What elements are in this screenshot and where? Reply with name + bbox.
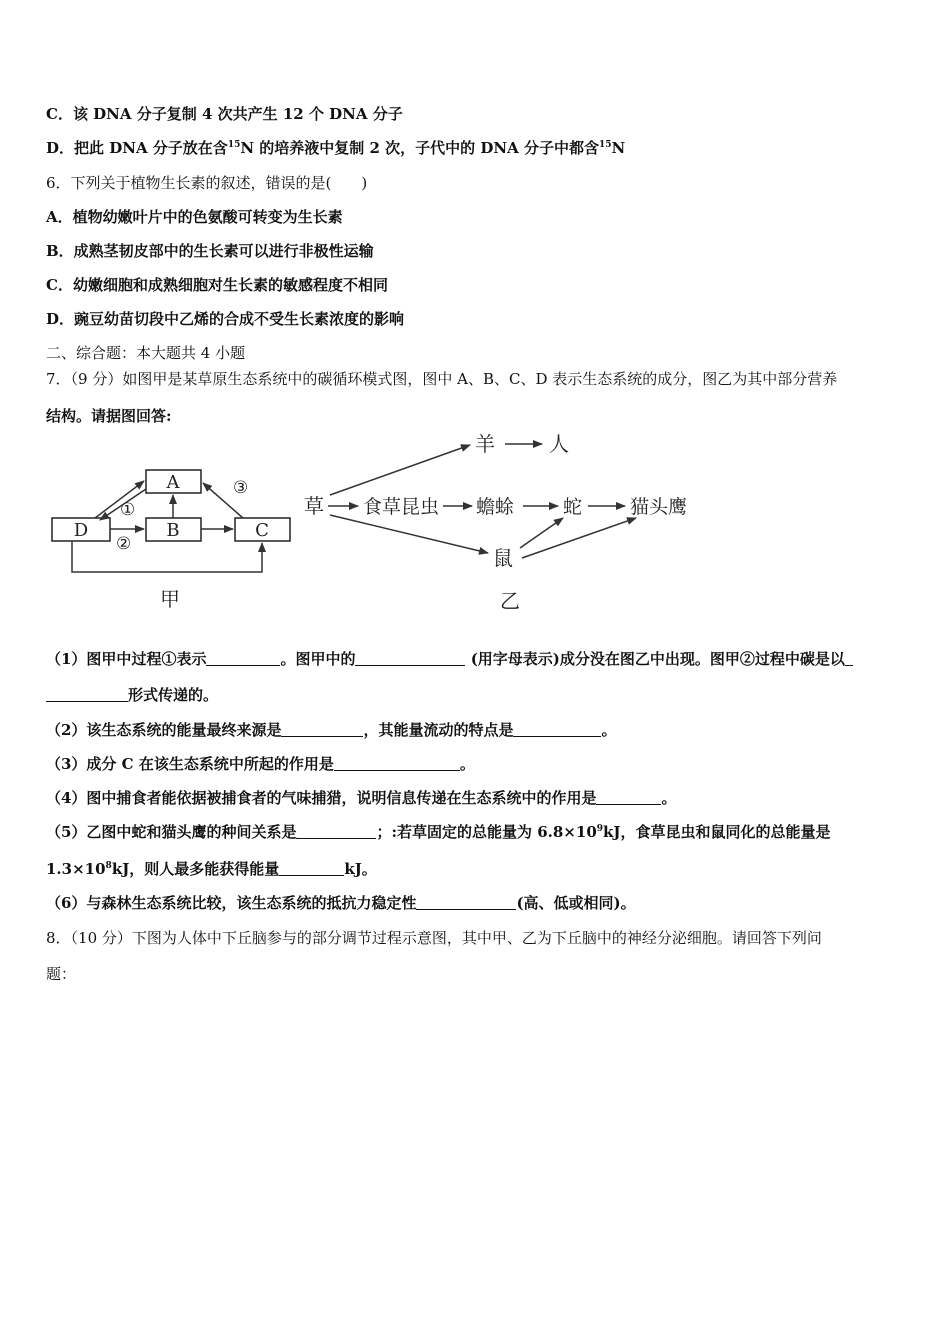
q6-option-b: B．成熟茎韧皮部中的生长素可以进行非极性运输 <box>46 242 374 260</box>
caption-yi: 乙 <box>500 589 520 613</box>
q5-option-d: D．把此 DNA 分子放在含$^{15}$N 的培养液中复制 2 次，子代中的 DNA 分子中都含$^{15}$N <box>46 139 626 157</box>
blank-10[interactable] <box>416 895 516 910</box>
q6-option-a: A．植物幼嫩叶片中的色氨酸可转变为生长素 <box>46 208 343 226</box>
q7-stem-line2: 结构。请据图回答: <box>46 407 172 425</box>
q7-part5-line1: （5）乙图中蛇和猫头鹰的种间关系是 ；:若草固定的总能量为 $6.8\times 10^9kJ$，食草昆虫和鼠同化的总能量是 <box>46 823 831 841</box>
arrow-mouse-owl <box>522 518 636 558</box>
blank-8[interactable] <box>296 824 376 839</box>
blank-3[interactable] <box>46 687 128 702</box>
figure-yi <box>304 432 687 613</box>
q7-stem-line1: 7．（9 分）如图甲是某草原生态系统中的碳循环模式图，图中 A、B、C、D 表示生态系统的成分，图乙为其中部分营养 <box>46 370 838 388</box>
caption-jia: 甲 <box>160 587 180 611</box>
node-human: 人 <box>549 432 569 456</box>
q6-option-d: D．豌豆幼苗切段中乙烯的合成不受生长素浓度的影响 <box>46 310 405 328</box>
node-insect: 食草昆虫 <box>363 496 440 518</box>
arrow-mouse-snake <box>520 518 563 548</box>
blank-3a[interactable] <box>845 651 853 666</box>
node-mouse: 鼠 <box>493 546 513 570</box>
mark-2: ② <box>116 534 132 554</box>
q7-part4: （4）图中捕食者能依据被捕食者的气味捕猎，说明信息传递在生态系统中的作用是 。 <box>46 789 677 807</box>
q8-stem-line2: 题： <box>46 965 77 983</box>
q7-part1-line1: （1）图甲中过程①表示 。图甲中的 (用字母表示)成分没在图乙中出现。图甲②过程中碳是以 <box>46 648 853 669</box>
mark-3: ③ <box>233 478 249 498</box>
q8-stem-line1: 8．（10 分）下图为人体中下丘脑参与的部分调节过程示意图，其中甲、乙为下丘脑中的神经分泌细胞。请回答下列问 <box>46 929 822 947</box>
node-grass: 草 <box>304 494 324 518</box>
q7-part6: （6）与森林生态系统比较，该生态系统的抵抗力稳定性 (高、低或相同)。 <box>46 894 636 912</box>
q7-part3: （3）成分 C 在该生态系统中所起的作用是 。 <box>46 755 475 773</box>
blank-5[interactable] <box>513 722 601 737</box>
mark-1: ① <box>120 500 136 520</box>
node-sheep: 羊 <box>475 432 495 456</box>
arrow-grass-sheep <box>330 445 470 495</box>
blank-2[interactable] <box>355 651 465 666</box>
node-owl: 猫头鹰 <box>630 496 688 518</box>
node-a-label: A <box>166 472 180 493</box>
arrow-grass-mouse <box>330 515 488 553</box>
section-heading: 二、综合题：本大题共 4 小题 <box>46 344 246 362</box>
q6-stem: 6．下列关于植物生长素的叙述，错误的是( ) <box>46 174 368 192</box>
node-c-label: C <box>255 520 269 541</box>
node-d-label: D <box>73 520 89 541</box>
blank-6[interactable] <box>334 756 460 771</box>
blank-7[interactable] <box>596 790 661 805</box>
q7-part5-line2: $1.3\times 10^8kJ$，则人最多能获得能量 kJ。 <box>46 860 377 878</box>
node-toad: 蟾蜍 <box>476 496 515 518</box>
arrow-d-to-c <box>72 541 262 572</box>
blank-1[interactable] <box>206 651 280 666</box>
node-snake: 蛇 <box>563 496 583 518</box>
q5-option-c: C．该 DNA 分子复制 4 次共产生 12 个 DNA 分子 <box>46 105 403 123</box>
q6-option-c: C．幼嫩细胞和成熟细胞对生长素的敏感程度不相同 <box>46 276 388 294</box>
node-b-label: B <box>166 520 180 541</box>
blank-4[interactable] <box>281 722 363 737</box>
blank-9[interactable] <box>279 861 344 876</box>
figure-jia <box>52 470 290 611</box>
q7-part2: （2）该生态系统的能量最终来源是 ，其能量流动的特点是 。 <box>46 721 617 739</box>
q7-part1-line2: 形式传递的。 <box>46 684 218 705</box>
q7-figures <box>0 425 950 620</box>
